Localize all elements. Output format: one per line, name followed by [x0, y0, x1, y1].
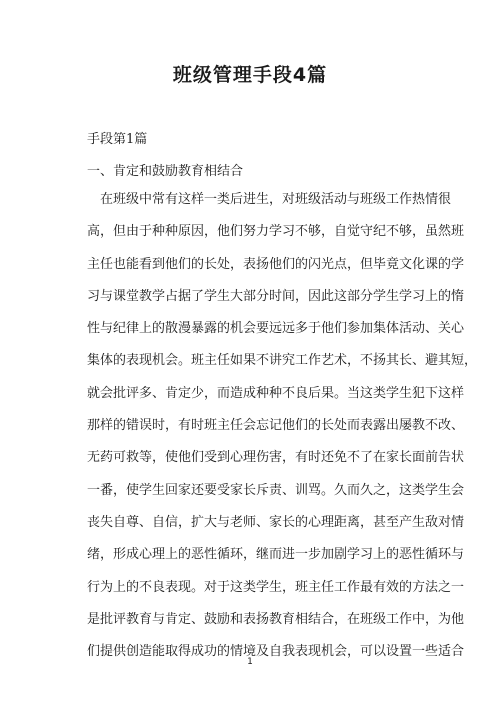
paragraph-line: 性与纪律上的散漫暴露的机会要远远多于他们参加集体活动、关心	[87, 321, 465, 337]
paragraph-line: 在班级中常有这样一类后进生，对班级活动与班级工作热情很	[100, 192, 452, 207]
paragraph-line: 们提供创造能取得成功的情境及自我表现机会，可以设置一些适合	[87, 644, 465, 660]
paragraph-line: 是批评教育与肯定、鼓励和表扬教育相结合，在班级工作中，为他	[87, 611, 465, 627]
paragraph-line: 一番，使学生回家还要受家长斥责、训骂。久而久之，这类学生会	[87, 482, 465, 498]
paragraph-line: 就会批评多、肯定少，而造成种种不良后果。当这类学生犯下这样	[87, 385, 465, 401]
paragraph-line: 丧失自尊、自信，扩大与老师、家长的心理距离，甚至产生敌对情	[87, 514, 465, 530]
subheading: 一、肯定和鼓励教育相结合	[87, 164, 244, 179]
paragraph	[87, 192, 478, 676]
paragraph-line: 行为上的不良表现。对于这类学生，班主任工作最有效的方法之一	[87, 579, 465, 595]
paragraph-line: 无药可救等，使他们受到心理伤害，有时还免不了在家长面前告状	[87, 450, 465, 466]
paragraph-line: 集体的表现机会。班主任如果不讲究工作艺术，不扬其长、避其短，	[87, 353, 478, 369]
paragraph-line: 高，但由于种种原因，他们努力学习不够，自觉守纪不够，虽然班	[87, 224, 465, 240]
paragraph-line: 绪，形成心理上的恶性循环，继而进一步加剧学习上的恶性循环与	[87, 547, 465, 563]
section-heading: 手段第1篇	[87, 132, 148, 147]
paragraph-line: 主任也能看到他们的长处，表扬他们的闪光点，但毕竟文化课的学	[87, 256, 465, 272]
page-number: 1	[247, 657, 253, 667]
paragraph-line: 那样的错误时，有时班主任会忘记他们的长处而表露出屡教不改、	[87, 418, 465, 434]
paragraph-line: 习与课堂教学占据了学生大部分时间，因此这部分学生学习上的惰	[87, 288, 465, 304]
page-title: 班级管理手段4篇	[172, 64, 328, 86]
